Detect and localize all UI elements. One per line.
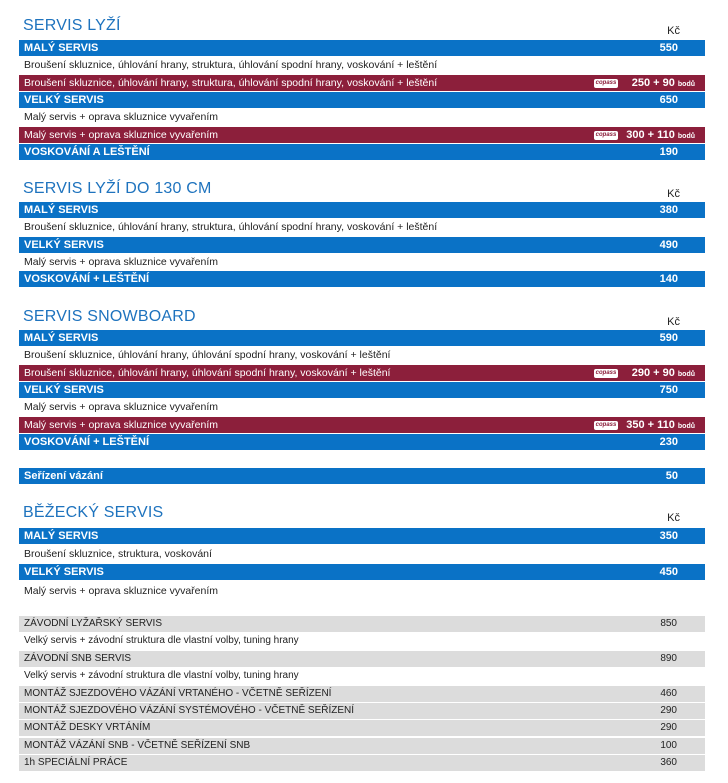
price-row [19,720,705,736]
service-label: Malý servis + oprava skluznice vyvařením [24,128,219,141]
service-label: Malý servis + oprava skluznice vyvařením [24,584,219,597]
price-row [19,651,705,667]
service-label: Malý servis + oprava skluznice vyvařením [24,401,219,414]
price-value: 290 [660,722,677,734]
price-row [19,202,705,218]
copass-logo: copass [595,421,617,428]
price-row [19,219,705,235]
price-row [19,40,705,56]
service-label: Malý servis + oprava skluznice vyvařením [24,111,219,124]
price-row [19,365,705,381]
price-row [19,546,705,562]
price-row [19,237,705,253]
points-unit: bodů [677,132,695,140]
points-unit: bodů [677,422,695,430]
currency-label: Kč [667,188,680,200]
price-value: 290 [660,705,677,716]
price-row [19,399,705,415]
price-row [19,468,705,484]
price-value: 450 [659,566,678,579]
price-value: 350 [659,530,678,542]
price-row [19,75,705,91]
price-value: 300 + 110 [626,128,675,141]
price-value: 590 [659,332,678,344]
service-label: Malý servis + oprava skluznice vyvařením [24,255,219,268]
service-label: MALÝ SERVIS [24,530,99,542]
price-row [19,564,705,580]
copass-logo: copass [595,79,617,86]
service-label: MALÝ SERVIS [24,204,99,216]
price-row [19,417,705,433]
service-label: VELKÝ SERVIS [24,383,104,396]
price-row [19,57,705,73]
price-row [19,347,705,363]
points-unit: bodů [677,80,695,88]
price-value: 890 [660,652,677,664]
service-label: Broušení skluznice, úhlování hrany, úhlování spodní hrany, voskování + leštění [24,366,391,379]
section-title: SERVIS SNOWBOARD [23,308,196,325]
price-value: 50 [665,470,678,482]
price-value: 750 [659,383,678,396]
price-value: 190 [659,145,678,158]
service-label: MALÝ SERVIS [24,332,99,344]
service-label: MONTÁŽ VÁZÁNÍ SNB - VČETNĚ SEŘÍZENÍ SNB [24,739,251,751]
service-label: MONTÁŽ SJEZDOVÉHO VÁZÁNÍ VRTANÉHO - VČETNĚ SEŘÍZENÍ [24,687,332,699]
copass-logo: copass [595,131,617,138]
service-label: Broušení skluznice, úhlování hrany, struktura, úhlování spodní hrany, voskování + leštění [24,76,438,89]
price-value: 550 [659,42,678,54]
price-row [19,583,705,599]
price-row [19,254,705,270]
service-label: Broušení skluznice, úhlování hrany, úhlování spodní hrany, voskování + leštění [24,349,391,362]
service-label: VELKÝ SERVIS [24,93,104,106]
service-label: 1h SPECIÁLNÍ PRÁCE [24,757,128,769]
service-label: VELKÝ SERVIS [24,566,104,579]
service-label: Velký servis + závodní struktura dle vlastní volby, tuning hrany [24,670,299,682]
service-label: Velký servis + závodní struktura dle vlastní volby, tuning hrany [24,635,299,647]
currency-label: Kč [667,512,680,524]
price-row [19,616,705,632]
points-unit: bodů [677,370,695,378]
service-label: MONTÁŽ SJEZDOVÉHO VÁZÁNÍ SYSTÉMOVÉHO - VČETNĚ SEŘÍZENÍ [24,705,355,716]
service-label: VELKÝ SERVIS [24,238,104,251]
price-value: 230 [659,435,678,448]
price-row [19,109,705,125]
price-value: 850 [660,618,677,629]
service-label: ZÁVODNÍ LYŽAŘSKÝ SERVIS [24,618,163,629]
price-value: 380 [659,204,678,216]
price-value: 460 [660,687,677,699]
service-label: MONTÁŽ DESKY VRTÁNÍM [24,722,151,734]
price-value: 290 + 90 [631,366,675,379]
copass-logo: copass [595,369,617,376]
service-label: Malý servis + oprava skluznice vyvařením [24,418,219,431]
price-row [19,92,705,108]
price-row [19,703,705,719]
service-label: Seřízení vázání [24,470,103,482]
service-label: Broušení skluznice, úhlování hrany, struktura, úhlování spodní hrany, voskování + leštění [24,221,438,234]
price-row [19,528,705,544]
price-value: 140 [659,273,678,286]
price-row [19,382,705,398]
price-value: 490 [659,238,678,251]
service-label: ZÁVODNÍ SNB SERVIS [24,652,132,664]
price-row [19,633,705,649]
price-row [19,330,705,346]
price-value: 360 [660,757,677,769]
section-title: SERVIS LYŽÍ [23,17,121,34]
price-row [19,668,705,684]
service-label: VOSKOVÁNÍ + LEŠTĚNÍ [24,273,149,286]
price-value: 650 [659,93,678,106]
currency-label: Kč [667,316,680,328]
service-label: MALÝ SERVIS [24,42,99,54]
price-value: 250 + 90 [631,76,675,89]
price-row [19,738,705,754]
price-row [19,271,705,287]
price-row [19,144,705,160]
section-title: SERVIS LYŽÍ DO 130 CM [23,180,212,197]
section-title: BĚŽECKÝ SERVIS [23,504,164,521]
currency-label: Kč [667,25,680,37]
service-label: VOSKOVÁNÍ A LEŠTĚNÍ [24,145,150,158]
service-label: VOSKOVÁNÍ + LEŠTĚNÍ [24,435,149,448]
price-row [19,434,705,450]
price-row [19,755,705,771]
service-label: Broušení skluznice, struktura, voskování [24,548,212,561]
service-label: Broušení skluznice, úhlování hrany, struktura, úhlování spodní hrany, voskování + leštění [24,59,438,72]
price-value: 100 [660,739,677,751]
price-row [19,127,705,143]
price-value: 350 + 110 [626,418,675,431]
price-row [19,686,705,702]
